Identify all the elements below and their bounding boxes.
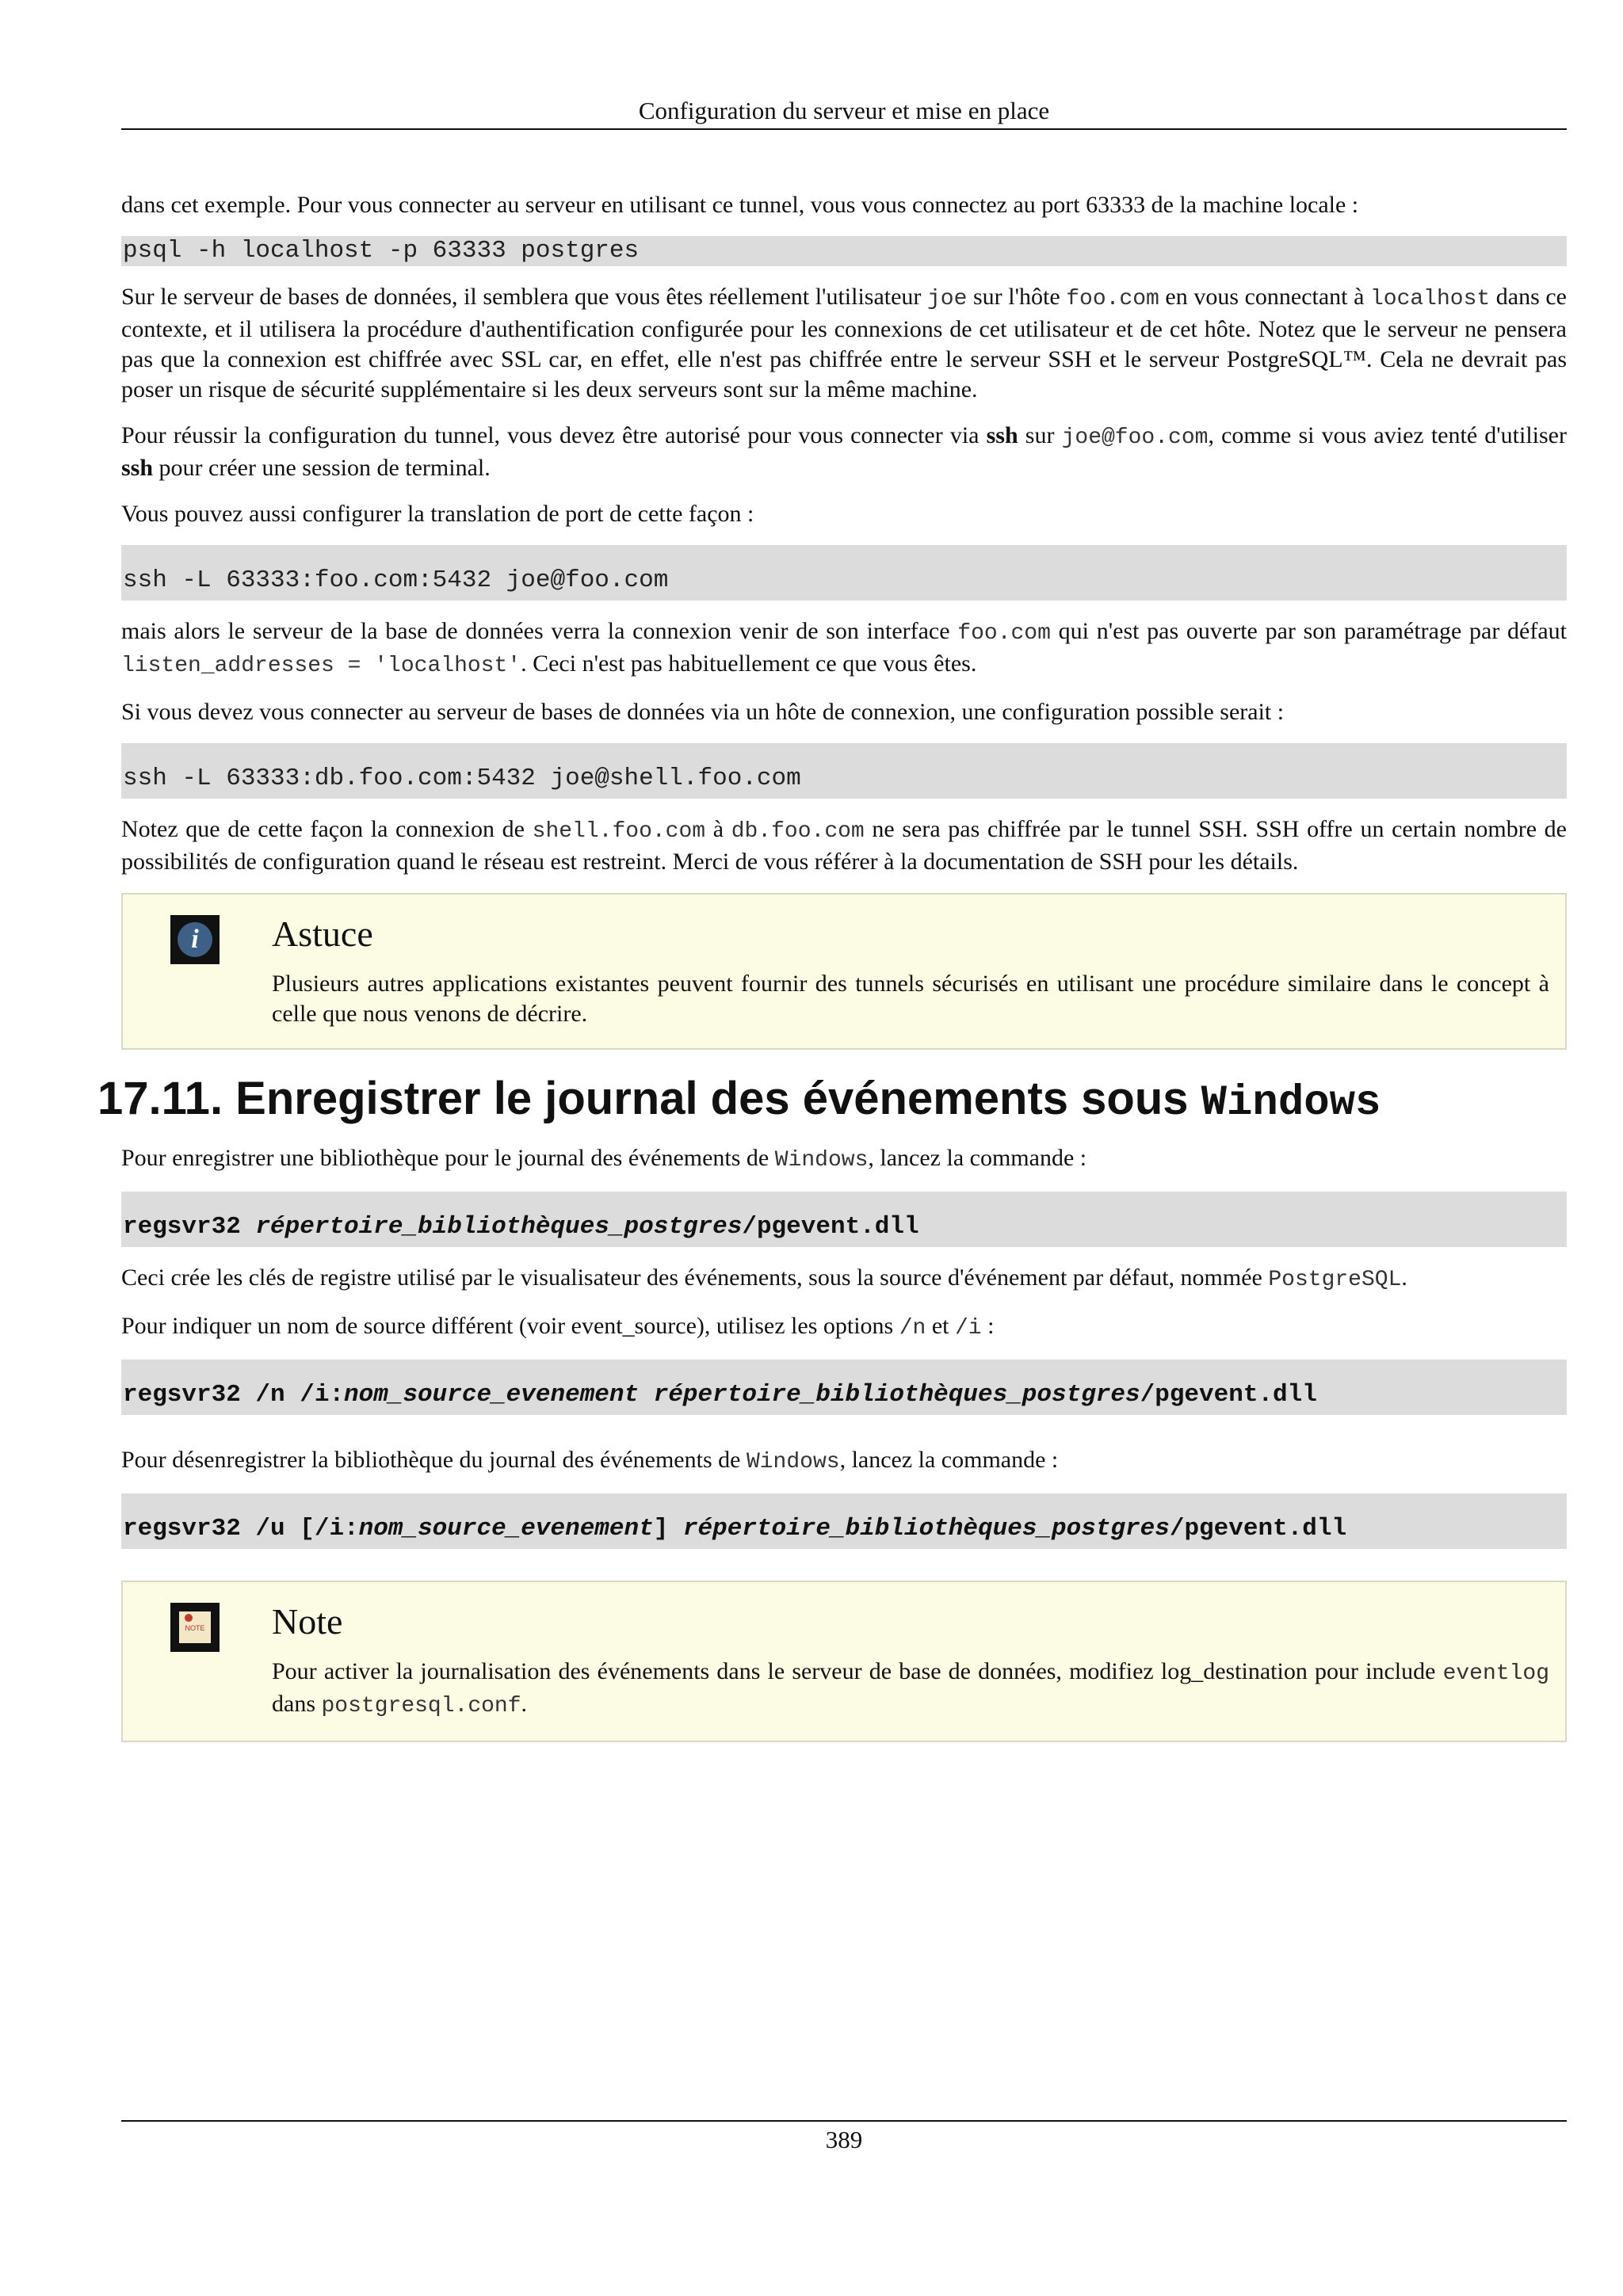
paragraph-intro: dans cet exemple. Pour vous connecter au serveur en utilisant ce tunnel, vous vous connectez au port 63333 de la machine locale : [121,192,1359,218]
paragraph-register: Pour enregistrer une bibliothèque pour le journal des événements de Windows, lancez la commande : [121,1145,1087,1173]
note-icon: NOTE [170,1603,220,1652]
note-box [121,1581,1567,1742]
code-regsvr32-source: regsvr32 /n /i:nom_source_evenement répertoire_bibliothèques_postgres/pgevent.dll [121,1360,1567,1415]
tip-title: Astuce [272,913,373,954]
command-ssh: ssh [986,422,1018,448]
code-joe: joe [927,287,968,311]
code-windows-2: Windows [746,1450,840,1474]
tip-text: Plusieurs autres applications existantes peuvent fournir des tunnels sécurisés en utilisant une procédure similaire dans le concept à celle que nous venons de décrire. [272,971,1549,1027]
code-psql: psql -h localhost -p 63333 postgres [121,236,1567,266]
paragraph-source-options: Pour indiquer un nom de source différent (voir event_source), utilisez les options /n et /i : [121,1313,995,1341]
info-icon: i [170,915,220,964]
paragraph-interface: mais alors le serveur de la base de données verra la connexion venir de son interface foo.com qui n'est pas ouverte par son paramétrage par défaut listen_addresses = 'localhost'. Ceci n'est pas habituellement ce que vous êtes. [121,618,1567,678]
code-foo-com-2: foo.com [957,621,1051,646]
command-ssh-2: ssh [121,455,154,481]
paragraph-port-translation: Vous pouvez aussi configurer la translation de port de cette façon : [121,501,754,527]
paragraph-registry-keys: Ceci crée les clés de registre utilisé par le visualisateur des événements, sous la source d'événement par défaut, nommée PostgreSQL. [121,1264,1407,1292]
code-foo-com: foo.com [1066,287,1159,311]
code-postgresql: PostgreSQL [1268,1268,1402,1292]
note-title: Note [272,1601,343,1642]
code-shell-foo: shell.foo.com [532,819,706,844]
code-ssh-foo: ssh -L 63333:foo.com:5432 joe@foo.com [121,545,1567,601]
note-text: Pour activer la journalisation des événements dans le serveur de base de données, modifiez log_destination pour include eventlog dans postgresql.conf. [272,1658,1549,1718]
paragraph-unregister: Pour désenregistrer la bibliothèque du journal des événements de Windows, lancez la commande : [121,1447,1059,1474]
code-db-foo: db.foo.com [731,819,865,844]
paragraph-not-encrypted: Notez que de cette façon la connexion de shell.foo.com à db.foo.com ne sera pas chiffrée par le tunnel SSH. SSH offre un certain nombre de possibilités de configuration quand le réseau est restreint. Merci de vous référer à la documentation de SSH pour les détails. [121,816,1567,875]
code-ssh-shell: ssh -L 63333:db.foo.com:5432 joe@shell.foo.com [121,743,1567,799]
paragraph-server-view: Sur le serveur de bases de données, il semblera que vous êtes réellement l'utilisateur joe sur l'hôte foo.com en vous connectant à localhost dans ce contexte, et il utilisera la procédure d'authentification configurée pour les connexions de cet utilisateur et de cet hôte. Notez que le serveur ne pensera pas que la connexion est chiffrée avec SSL car, en effet, elle n'est pas chiffrée entre le serveur SSH et le serveur PostgreSQL™. Cela ne devrait pas poser un risque de sécurité supplémentaire si les deux serveurs sont sur la même machine. [121,284,1567,402]
code-windows: Windows [774,1148,869,1173]
code-option-i: /i [954,1316,982,1341]
code-postgresql-conf: postgresql.conf [321,1694,521,1718]
code-regsvr32-unregister: regsvr32 /u [/i:nom_source_evenement] répertoire_bibliothèques_postgres/pgevent.dll [121,1493,1567,1549]
paragraph-jump-host: Si vous devez vous connecter au serveur de bases de données via un hôte de connexion, une configuration possible serait : [121,699,1285,725]
code-regsvr32: regsvr32 répertoire_bibliothèques_postgres/pgevent.dll [121,1192,1567,1247]
page-content [97,190,1567,1764]
running-header: Configuration du serveur et mise en place [121,93,1567,130]
code-listen-addresses: listen_addresses = 'localhost' [121,654,521,678]
code-joe-at-foo: joe@foo.com [1061,425,1209,450]
page-number: 389 [121,2120,1567,2157]
code-localhost: localhost [1369,287,1491,311]
code-eventlog: eventlog [1442,1661,1549,1686]
code-option-n: /n [899,1316,926,1341]
section-heading: 17.11. Enregistrer le journal des événements sous Windows [97,1073,1381,1127]
paragraph-tunnel-auth: Pour réussir la configuration du tunnel, vous devez être autorisé pour vous connecter via ssh sur joe@foo.com, comme si vous aviez tenté d'utiliser ssh pour créer une session de terminal. [121,422,1567,481]
tip-box [121,893,1567,1050]
